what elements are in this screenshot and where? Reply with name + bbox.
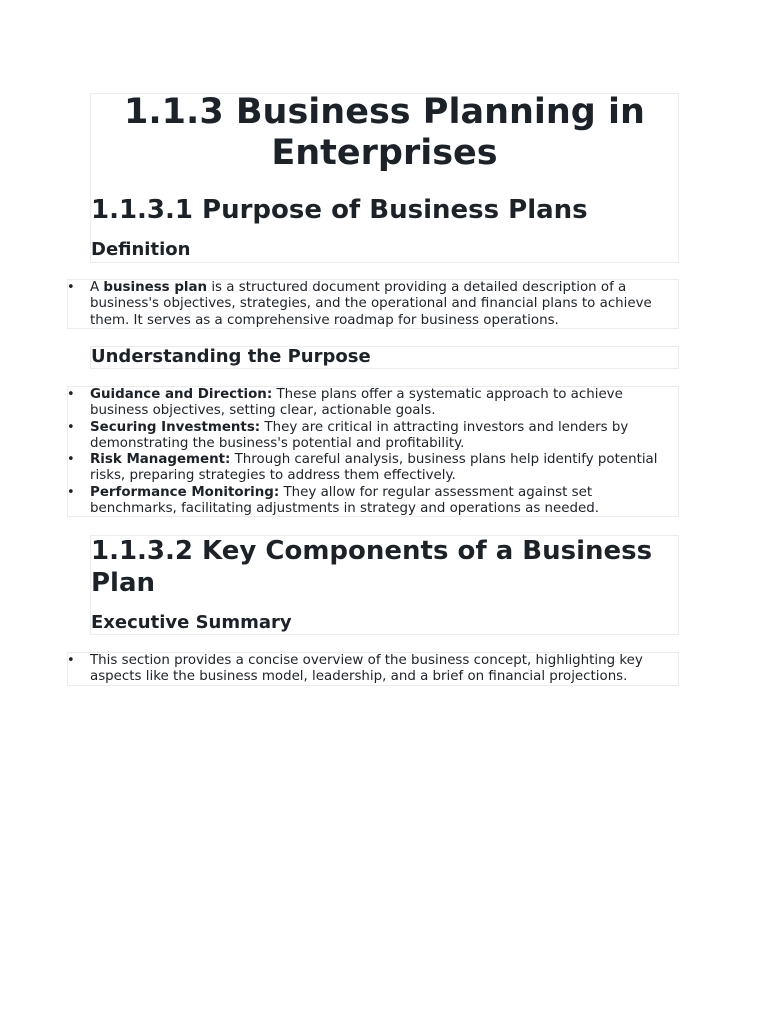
- list-item-text: They allow for regular assessment against set benchmarks, facilitating adjustments in strategy and operations as needed.: [90, 484, 600, 517]
- bullet-icon: •: [67, 484, 75, 500]
- bullet-icon: •: [67, 653, 75, 668]
- list-item-bold-term: Securing Investments:: [90, 419, 261, 435]
- page-title: 1.1.3 Business Planning in Enterprises: [124, 92, 645, 173]
- list-item: [67, 653, 679, 686]
- bullet-icon: •: [67, 452, 75, 468]
- list-item: [67, 485, 679, 518]
- purpose-list: [67, 387, 679, 517]
- list-item-bold-term: Risk Management:: [90, 452, 231, 468]
- list-item-text: These plans offer a systematic approach to achieve business objectives, setting clear, actionable goals.: [90, 387, 623, 419]
- bullet-icon: •: [67, 280, 75, 295]
- subheading-definition: Definition: [91, 239, 191, 260]
- list-item-text: They are critical in attracting investors and lenders by demonstrating the business's potential and profitability.: [90, 419, 629, 451]
- list-item: [67, 420, 679, 453]
- list-item-text: is a structured document providing a detailed description of a business's objectives, strategies, and the operational and financial plans to achieve them. It serves as a comprehensive roadmap for business operations.: [90, 280, 652, 328]
- subheading-understanding-purpose: Understanding the Purpose: [91, 346, 371, 367]
- list-item-bold-term: Guidance and Direction:: [90, 387, 273, 402]
- list-item: [67, 387, 679, 420]
- section-heading-purpose: 1.1.3.1 Purpose of Business Plans: [91, 195, 588, 225]
- list-item: [67, 452, 679, 485]
- bullet-icon: •: [67, 419, 75, 435]
- list-item-bold-term: Performance Monitoring:: [90, 484, 280, 500]
- subheading-executive-summary: Executive Summary: [91, 612, 292, 633]
- definition-list: [67, 280, 679, 329]
- list-item-text: Through careful analysis, business plans help identify potential risks, preparing strategies to address them effectively.: [90, 452, 658, 484]
- list-item-text: This section provides a concise overview of the business concept, highlighting key aspects like the business model, leadership, and a brief on financial projections.: [90, 653, 643, 685]
- list-item: [67, 280, 679, 329]
- section-heading-key-components: 1.1.3.2 Key Components of a Business Plan: [91, 536, 653, 598]
- bullet-icon: •: [67, 387, 75, 402]
- executive-list: [67, 653, 679, 686]
- list-item-text-prefix: A: [90, 280, 104, 295]
- list-item-bold-term: business plan: [103, 280, 208, 295]
